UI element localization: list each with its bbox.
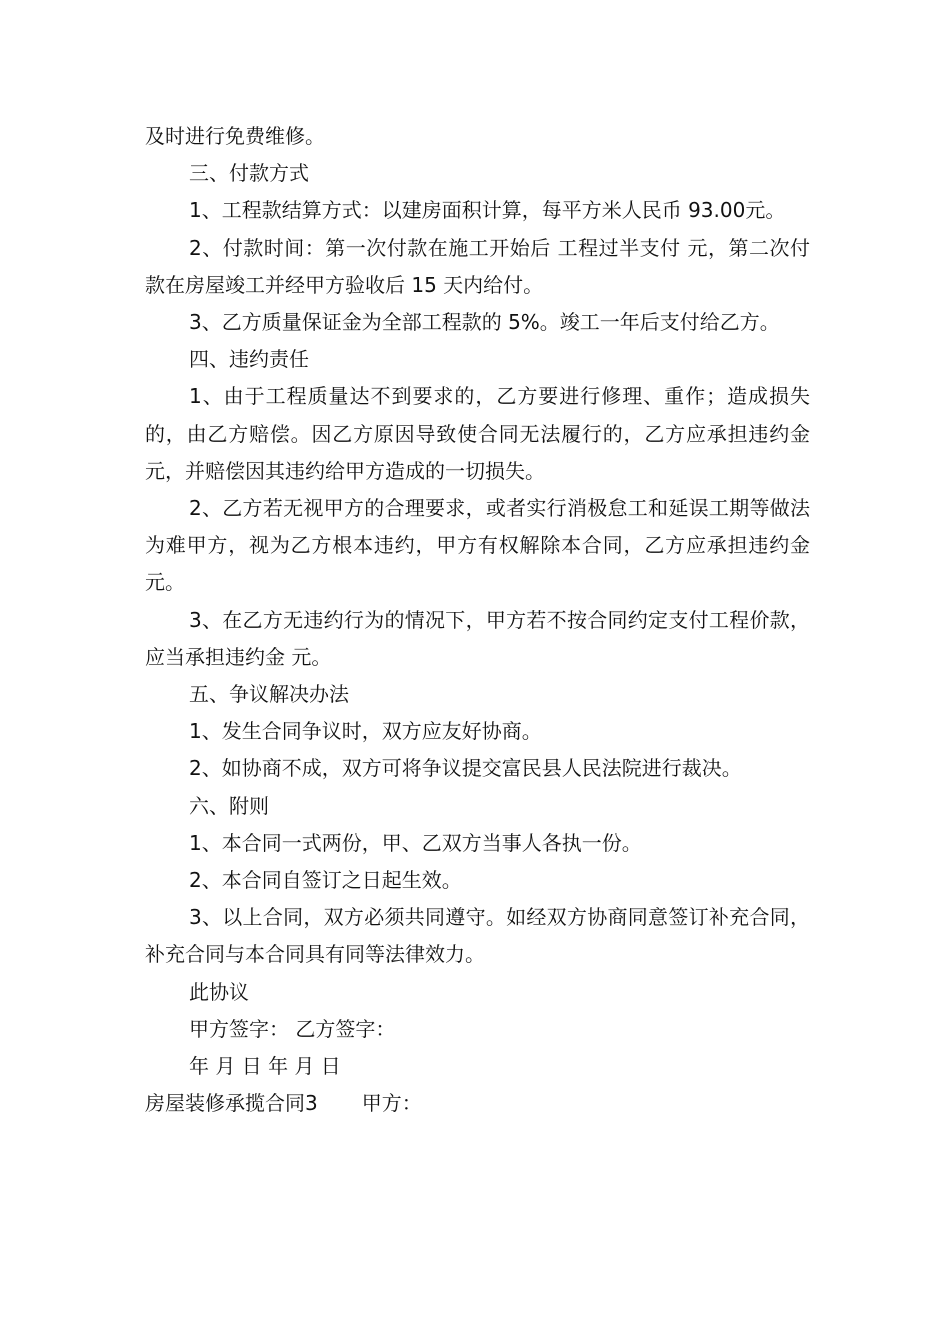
clause-payment-1: 1、工程款结算方式：以建房面积计算，每平方米人民币 93.00元。 xyxy=(189,198,786,223)
section-heading-appendix: 六、附则 xyxy=(189,793,269,818)
clause-appendix-1: 1、本合同一式两份，甲、乙双方当事人各执一份。 xyxy=(189,830,642,855)
section-heading-breach: 四、违约责任 xyxy=(189,347,309,372)
date-line: 年 月 日 年 月 日 xyxy=(189,1054,341,1079)
section-heading-dispute: 五、争议解决办法 xyxy=(189,682,349,707)
clause-breach-1: 1、由于工程质量达不到要求的，乙方要进行修理、重作；造成损失的，由乙方赔偿。因乙方原因导致使合同无法履行的，乙方应承担违约金 元，并赔偿因其违约给甲方造成的一切损失。 xyxy=(145,384,810,483)
clause-breach-2: 2、乙方若无视甲方的合理要求，或者实行消极怠工和延误工期等做法为难甲方，视为乙方根本违约，甲方有权解除本合同，乙方应承担违约金 元。 xyxy=(145,496,810,595)
clause-payment-2: 2、付款时间：第一次付款在施工开始后 工程过半支付 元，第二次付款在房屋竣工并经甲方验收后 15 天内给付。 xyxy=(145,235,810,297)
clause-dispute-2: 2、如协商不成，双方可将争议提交富民县人民法院进行裁决。 xyxy=(189,756,742,781)
document-body xyxy=(145,118,810,1122)
next-contract-title: 房屋装修承揽合同3 xyxy=(145,1091,318,1116)
agreement-note: 此协议 xyxy=(189,979,249,1004)
next-contract-heading-line xyxy=(145,1085,810,1122)
section-heading-payment: 三、付款方式 xyxy=(189,161,309,186)
clause-dispute-1: 1、发生合同争议时，双方应友好协商。 xyxy=(189,719,542,744)
clause-appendix-3: 3、以上合同，双方必须共同遵守。如经双方协商同意签订补充合同，补充合同与本合同具有同等法律效力。 xyxy=(145,905,810,967)
paragraph-continuation: 及时进行免费维修。 xyxy=(145,124,325,148)
clause-payment-3: 3、乙方质量保证金为全部工程款的 5%。竣工一年后支付给乙方。 xyxy=(189,310,780,335)
signature-line: 甲方签字： 乙方签字： xyxy=(189,1016,396,1041)
clause-breach-3: 3、在乙方无违约行为的情况下，甲方若不按合同约定支付工程价款，应当承担违约金 元。 xyxy=(145,607,810,669)
party-a-label: 甲方： xyxy=(361,1091,422,1116)
clause-appendix-2: 2、本合同自签订之日起生效。 xyxy=(189,868,462,893)
